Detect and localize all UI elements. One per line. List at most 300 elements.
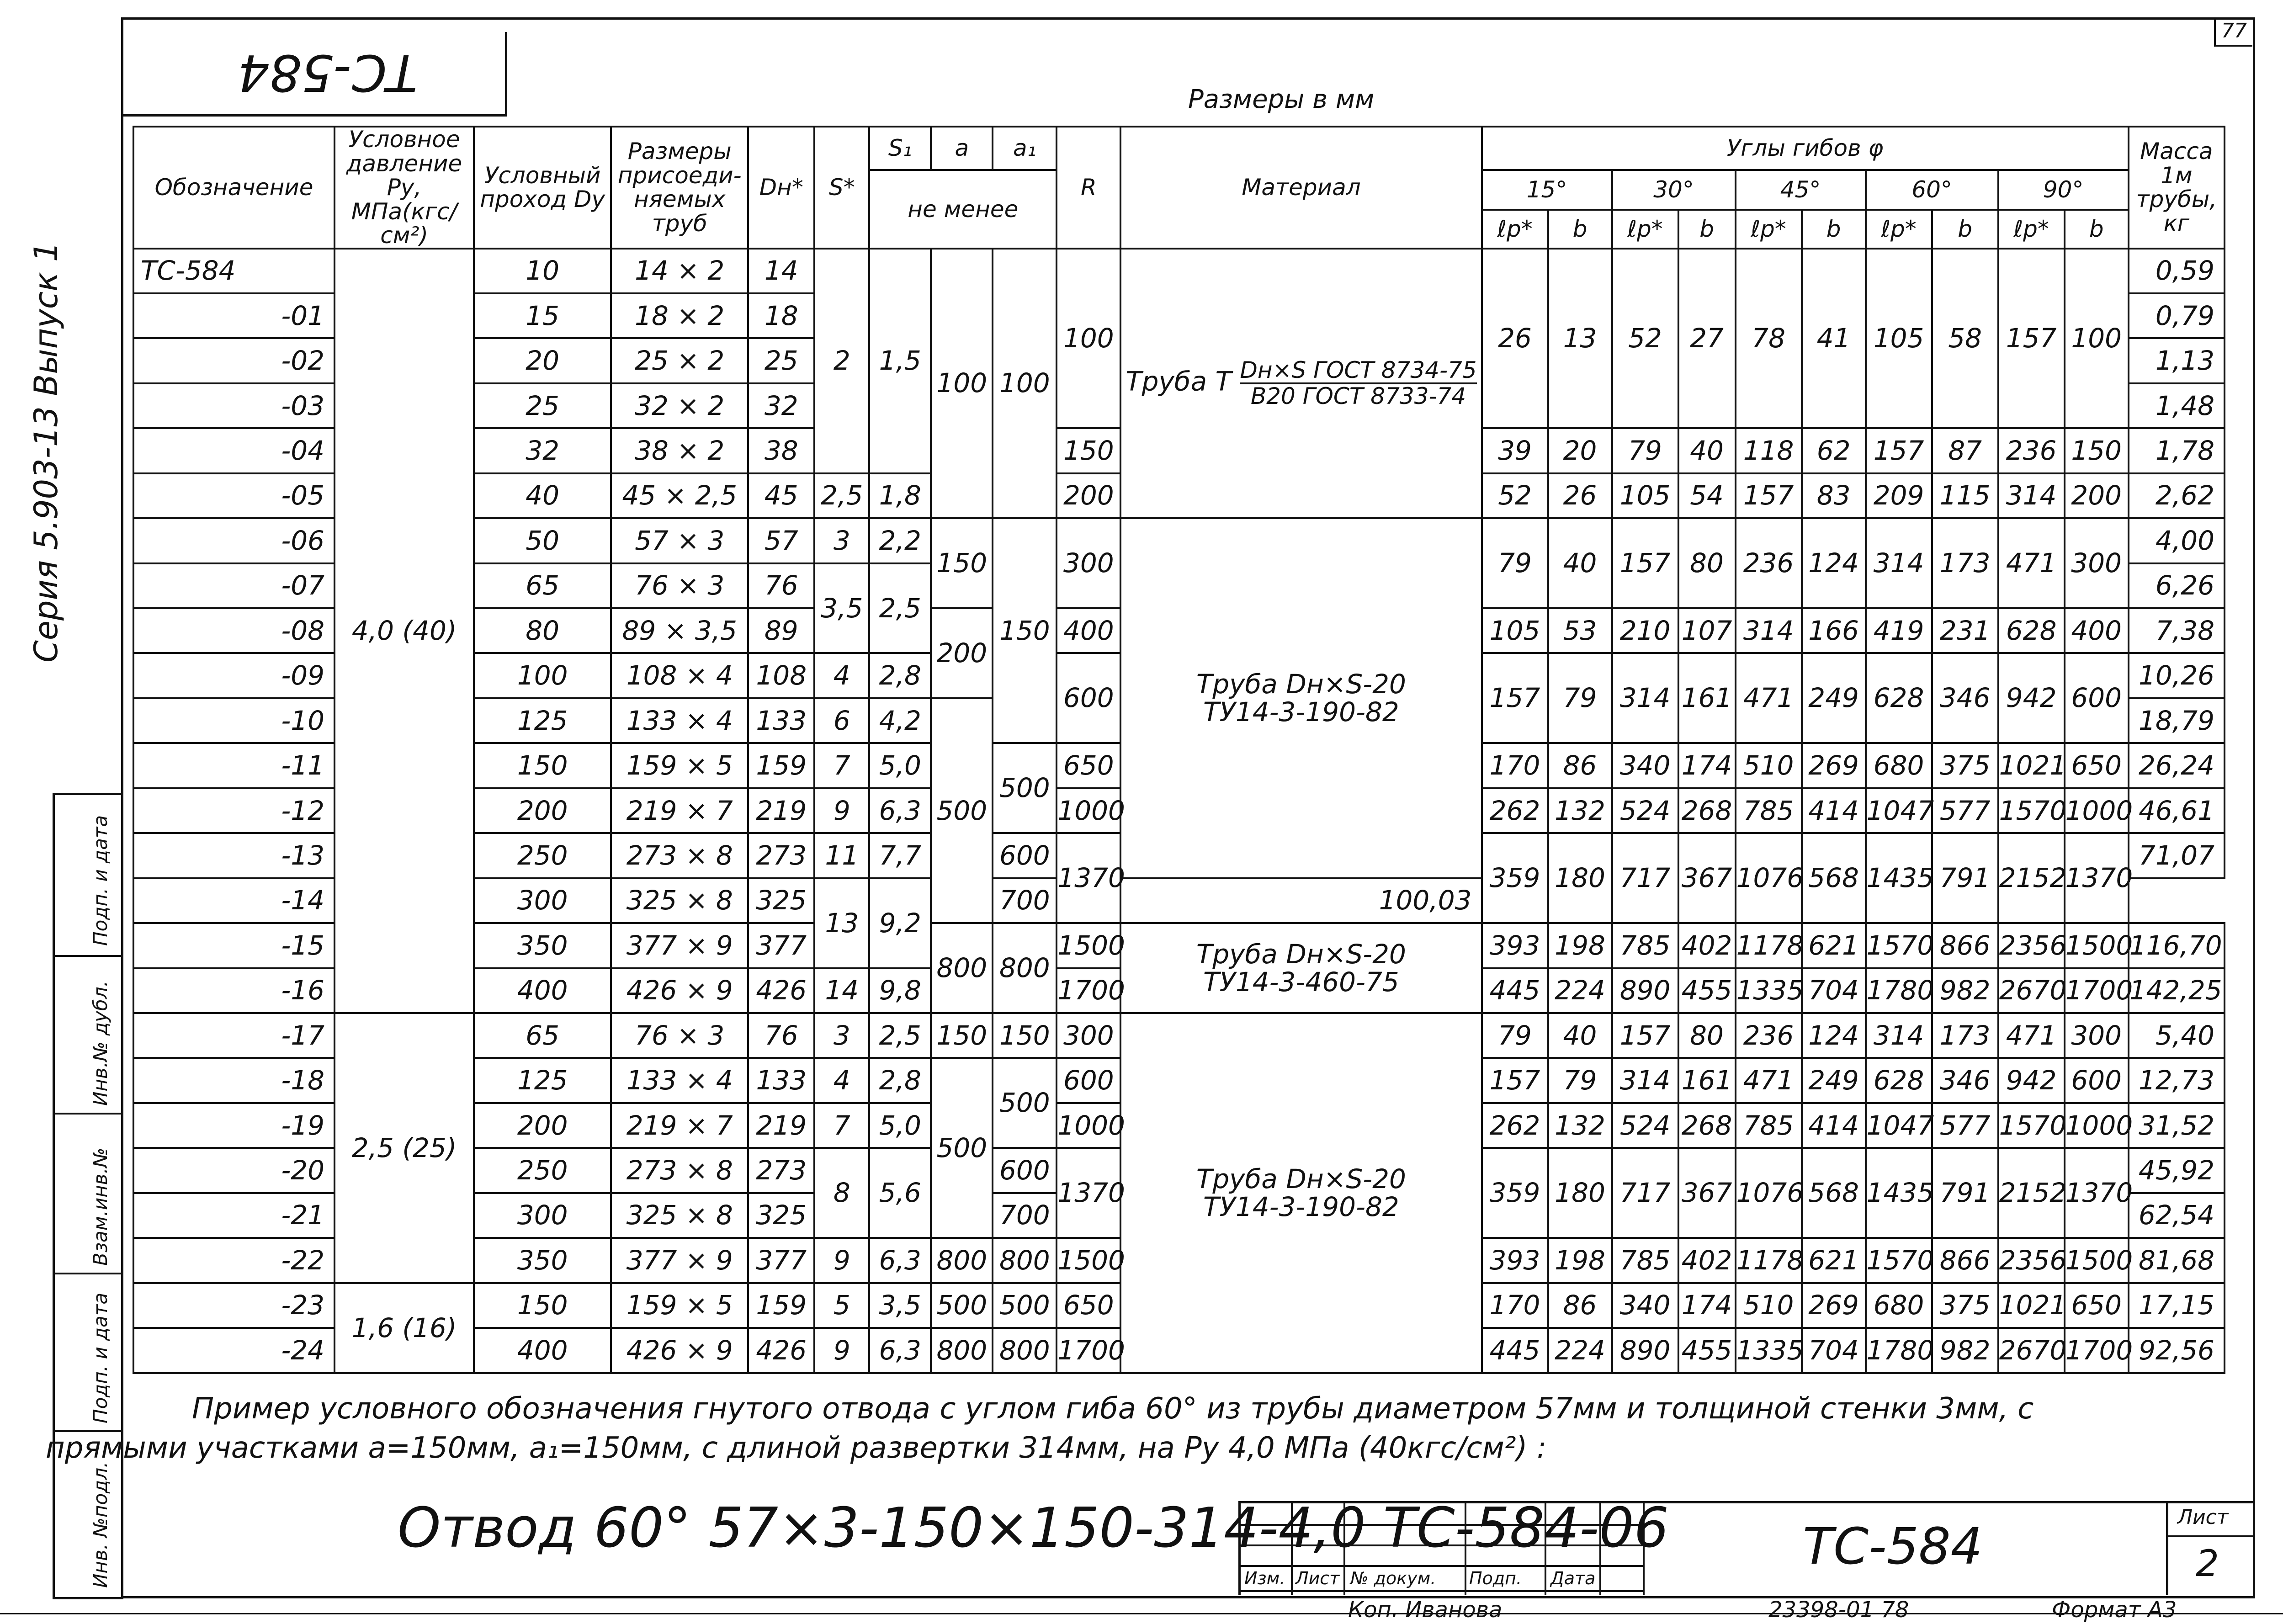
- dn-cell: 377: [748, 1238, 814, 1283]
- r-cell: 600: [1057, 1058, 1120, 1103]
- lp45-cell: 118: [1736, 428, 1802, 473]
- header-b: b: [1548, 210, 1612, 249]
- r-cell: 1500: [1057, 923, 1120, 968]
- header-lp: ℓр*: [1736, 210, 1802, 249]
- side-label: Взам.инв.№: [89, 1147, 111, 1266]
- bore-cell: 350: [474, 1238, 611, 1283]
- pipe-size-cell: 14 × 2: [611, 249, 748, 293]
- mass-cell: 17,15: [2129, 1283, 2225, 1328]
- example-line-2: прямыми участками а=150мм, а₁=150мм, с длиной развертки 314мм, на Ру 4,0 МПа (40кгс/см²) :: [46, 1431, 1547, 1465]
- designation-cell: -01: [133, 293, 334, 338]
- grid-line: [1643, 1503, 1645, 1595]
- pipe-size-cell: 76 × 3: [611, 563, 748, 608]
- mass-cell: 71,07: [2129, 833, 2225, 878]
- material-fraction-top: Dн×S ГОСТ 8734-75: [1240, 357, 1477, 384]
- header-material: Материал: [1120, 127, 1481, 249]
- bore-cell: 250: [474, 1148, 611, 1193]
- lp30-cell: 314: [1612, 1058, 1678, 1103]
- r-cell: 1700: [1057, 1328, 1120, 1373]
- pipe-size-cell: 273 × 8: [611, 833, 748, 878]
- header-b: b: [1932, 210, 1998, 249]
- b45-cell: 704: [1802, 1328, 1866, 1373]
- dn-cell: 18: [748, 293, 814, 338]
- b45-cell: 124: [1802, 518, 1866, 608]
- dn-cell: 219: [748, 788, 814, 833]
- a1-cell: 800: [993, 1328, 1057, 1373]
- r-cell: 200: [1057, 473, 1120, 518]
- mass-cell: 26,24: [2129, 743, 2225, 788]
- b30-cell: 455: [1678, 1328, 1736, 1373]
- s1-cell: 6,3: [869, 788, 931, 833]
- material-line: ТУ14-3-190-82: [1203, 696, 1399, 727]
- b15-cell: 180: [1548, 833, 1612, 923]
- s1-cell: 5,0: [869, 743, 931, 788]
- pipe-size-cell: 325 × 8: [611, 1193, 748, 1238]
- b60-cell: 866: [1932, 1238, 1998, 1283]
- s-cell: 9: [814, 1238, 869, 1283]
- lp15-cell: 393: [1482, 1238, 1548, 1283]
- bore-cell: 50: [474, 518, 611, 563]
- designation-cell: -06: [133, 518, 334, 563]
- lp45-cell: 1335: [1736, 968, 1802, 1013]
- b15-cell: 180: [1548, 1148, 1612, 1238]
- lp15-cell: 39: [1482, 428, 1548, 473]
- designation-cell: -23: [133, 1283, 334, 1328]
- lp30-cell: 717: [1612, 1148, 1678, 1238]
- pipe-size-cell: 133 × 4: [611, 698, 748, 743]
- b45-cell: 568: [1802, 833, 1866, 923]
- a1-cell: 500: [993, 1283, 1057, 1328]
- header-s: S*: [814, 127, 869, 249]
- header-not-less: не менее: [869, 170, 1057, 249]
- b60-cell: 173: [1932, 518, 1998, 608]
- mass-cell: 81,68: [2129, 1238, 2225, 1283]
- dn-cell: 159: [748, 1283, 814, 1328]
- b15-cell: 198: [1548, 923, 1612, 968]
- dn-cell: 38: [748, 428, 814, 473]
- lp15-cell: 79: [1482, 518, 1548, 608]
- r-cell: 1000: [1057, 1103, 1120, 1148]
- side-cell: [55, 1273, 123, 1432]
- a-cell: 500: [931, 1283, 993, 1328]
- pipe-size-cell: 273 × 8: [611, 1148, 748, 1193]
- dn-cell: 25: [748, 338, 814, 383]
- bore-cell: 80: [474, 608, 611, 653]
- s-cell: 13: [814, 878, 869, 968]
- designation-cell: -24: [133, 1328, 334, 1373]
- a-cell: 100: [931, 249, 993, 519]
- pipe-size-cell: 57 × 3: [611, 518, 748, 563]
- pipe-size-cell: 426 × 9: [611, 1328, 748, 1373]
- mass-cell: 7,38: [2129, 608, 2225, 653]
- b45-cell: 414: [1802, 788, 1866, 833]
- lp90-cell: 2356: [1998, 1238, 2065, 1283]
- lp90-cell: 2152: [1998, 833, 2065, 923]
- lp30-cell: 157: [1612, 518, 1678, 608]
- b60-cell: 982: [1932, 1328, 1998, 1373]
- mass-cell: 12,73: [2129, 1058, 2225, 1103]
- a-cell: 150: [931, 1013, 993, 1058]
- lp15-cell: 157: [1482, 653, 1548, 743]
- mass-cell: 4,00: [2129, 518, 2225, 563]
- b30-cell: 40: [1678, 428, 1736, 473]
- lp30-cell: 524: [1612, 1103, 1678, 1148]
- b15-cell: 132: [1548, 1103, 1612, 1148]
- b90-cell: 300: [2065, 1013, 2129, 1058]
- lp60-cell: 1570: [1866, 1238, 1932, 1283]
- sheet-number: 2: [2196, 1542, 2219, 1585]
- s-cell: 11: [814, 833, 869, 878]
- bore-cell: 100: [474, 653, 611, 698]
- lp60-cell: 105: [1866, 249, 1932, 429]
- lp15-cell: 262: [1482, 788, 1548, 833]
- pressure-cell: 2,5 (25): [334, 1013, 474, 1283]
- designation-cell: -11: [133, 743, 334, 788]
- s1-cell: 3,5: [869, 1283, 931, 1328]
- header-a: a: [931, 127, 993, 170]
- b90-cell: 300: [2065, 518, 2129, 608]
- lp15-cell: 26: [1482, 249, 1548, 429]
- lp15-cell: 79: [1482, 1013, 1548, 1058]
- r-cell: 1370: [1057, 1148, 1120, 1238]
- lp60-cell: 1435: [1866, 833, 1932, 923]
- lp60-cell: 1435: [1866, 1148, 1932, 1238]
- b90-cell: 1000: [2065, 1103, 2129, 1148]
- mass-cell: 142,25: [2129, 968, 2225, 1013]
- lp45-cell: 78: [1736, 249, 1802, 429]
- designation-cell: ТС-584: [133, 249, 334, 293]
- b15-cell: 79: [1548, 1058, 1612, 1103]
- a1-cell: 150: [993, 1013, 1057, 1058]
- header-date: Дата: [1550, 1568, 1596, 1588]
- b45-cell: 166: [1802, 608, 1866, 653]
- header-angle-15: 15°: [1482, 170, 1612, 210]
- b30-cell: 161: [1678, 1058, 1736, 1103]
- mass-cell: 45,92: [2129, 1148, 2225, 1193]
- title-block: [1238, 1501, 2253, 1595]
- pipe-size-cell: 377 × 9: [611, 923, 748, 968]
- lp45-cell: 1178: [1736, 923, 1802, 968]
- bore-cell: 150: [474, 743, 611, 788]
- s-cell: 14: [814, 968, 869, 1013]
- header-angle-30: 30°: [1612, 170, 1736, 210]
- lp45-cell: 1076: [1736, 833, 1802, 923]
- lp45-cell: 785: [1736, 1103, 1802, 1148]
- grid-line: [1241, 1565, 1643, 1567]
- lp90-cell: 2152: [1998, 1148, 2065, 1238]
- dn-cell: 76: [748, 563, 814, 608]
- b30-cell: 402: [1678, 923, 1736, 968]
- designation-cell: -02: [133, 338, 334, 383]
- lp90-cell: 236: [1998, 428, 2065, 473]
- b90-cell: 1500: [2065, 923, 2129, 968]
- mass-cell: 0,79: [2129, 293, 2225, 338]
- pipe-size-cell: 108 × 4: [611, 653, 748, 698]
- r-cell: 600: [1057, 653, 1120, 743]
- b30-cell: 27: [1678, 249, 1736, 429]
- r-cell: 650: [1057, 1283, 1120, 1328]
- lp45-cell: 236: [1736, 518, 1802, 608]
- b45-cell: 269: [1802, 1283, 1866, 1328]
- b30-cell: 107: [1678, 608, 1736, 653]
- designation-cell: -16: [133, 968, 334, 1013]
- s-cell: 2: [814, 249, 869, 473]
- material-line: ТУ14-3-190-82: [1203, 1191, 1399, 1222]
- grid-line: [1241, 1544, 1643, 1546]
- lp60-cell: 1570: [1866, 923, 1932, 968]
- dn-cell: 32: [748, 383, 814, 428]
- mass-cell: 116,70: [2129, 923, 2225, 968]
- dn-cell: 133: [748, 698, 814, 743]
- header-dn: Dн*: [748, 127, 814, 249]
- r-cell: 1500: [1057, 1238, 1120, 1283]
- header-r: R: [1057, 127, 1120, 249]
- pipe-size-cell: 25 × 2: [611, 338, 748, 383]
- s1-cell: 1,5: [869, 249, 931, 473]
- table-row: [133, 249, 2225, 293]
- pipe-size-cell: 219 × 7: [611, 788, 748, 833]
- pipe-size-cell: 325 × 8: [611, 878, 748, 923]
- designation-cell: -17: [133, 1013, 334, 1058]
- b60-cell: 346: [1932, 653, 1998, 743]
- b15-cell: 79: [1548, 653, 1612, 743]
- lp45-cell: 1335: [1736, 1328, 1802, 1373]
- r-cell: 100: [1057, 249, 1120, 429]
- s1-cell: 2,8: [869, 653, 931, 698]
- series-label: Серия 5.903-13 Выпуск 1: [27, 241, 65, 663]
- b60-cell: 982: [1932, 968, 1998, 1013]
- lp30-cell: 785: [1612, 923, 1678, 968]
- grid-line: [1545, 1503, 1546, 1595]
- lp45-cell: 471: [1736, 653, 1802, 743]
- bore-cell: 65: [474, 1013, 611, 1058]
- bore-cell: 200: [474, 788, 611, 833]
- b45-cell: 621: [1802, 1238, 1866, 1283]
- header-lp: ℓр*: [1998, 210, 2065, 249]
- document-code: ТС-584: [1803, 1517, 1983, 1576]
- grid-line: [1241, 1524, 1643, 1526]
- a1-cell: 700: [993, 878, 1057, 923]
- lp15-cell: 170: [1482, 1283, 1548, 1328]
- r-cell: 400: [1057, 608, 1120, 653]
- bore-cell: 25: [474, 383, 611, 428]
- lp90-cell: 1570: [1998, 1103, 2065, 1148]
- header-mass: Масса 1м трубы, кг: [2129, 127, 2225, 249]
- a1-cell: 600: [993, 1148, 1057, 1193]
- b90-cell: 1000: [2065, 788, 2129, 833]
- s1-cell: 6,3: [869, 1238, 931, 1283]
- mass-cell: 1,48: [2129, 383, 2225, 428]
- lp30-cell: 52: [1612, 249, 1678, 429]
- designation-cell: -19: [133, 1103, 334, 1148]
- pipe-size-cell: 32 × 2: [611, 383, 748, 428]
- lp90-cell: 314: [1998, 473, 2065, 518]
- bore-cell: 200: [474, 1103, 611, 1148]
- lp60-cell: 1780: [1866, 968, 1932, 1013]
- s1-cell: 2,2: [869, 518, 931, 563]
- sheet-format: Формат А3: [2052, 1597, 2177, 1623]
- lp30-cell: 210: [1612, 608, 1678, 653]
- designation-cell: -03: [133, 383, 334, 428]
- designation-cell: -22: [133, 1238, 334, 1283]
- side-label: Инв.№ дубл.: [89, 980, 111, 1106]
- a1-cell: 800: [993, 923, 1057, 1013]
- material-cell: [1120, 1013, 1481, 1373]
- lp15-cell: 445: [1482, 1328, 1548, 1373]
- bore-cell: 150: [474, 1283, 611, 1328]
- lp30-cell: 340: [1612, 743, 1678, 788]
- s1-cell: 4,2: [869, 698, 931, 743]
- header-b: b: [2065, 210, 2129, 249]
- header-lp: ℓр*: [1866, 210, 1932, 249]
- a-cell: 200: [931, 608, 993, 698]
- mass-cell: 6,26: [2129, 563, 2225, 608]
- side-approval-strip: [53, 793, 123, 1599]
- side-label: Подп. и дата: [89, 815, 111, 946]
- b60-cell: 173: [1932, 1013, 1998, 1058]
- units-note: Размеры в мм: [1188, 85, 1375, 114]
- header-doc: № докум.: [1350, 1568, 1436, 1588]
- b90-cell: 1500: [2065, 1238, 2129, 1283]
- lp60-cell: 314: [1866, 1013, 1932, 1058]
- bore-cell: 125: [474, 1058, 611, 1103]
- b30-cell: 161: [1678, 653, 1736, 743]
- sheet-corner-number: 77: [2214, 17, 2252, 47]
- example-note: [46, 1389, 2203, 1468]
- s-cell: 7: [814, 743, 869, 788]
- s1-cell: 5,0: [869, 1103, 931, 1148]
- mass-cell: 2,62: [2129, 473, 2225, 518]
- b90-cell: 650: [2065, 743, 2129, 788]
- lp45-cell: 1178: [1736, 1238, 1802, 1283]
- dn-cell: 133: [748, 1058, 814, 1103]
- bore-cell: 400: [474, 968, 611, 1013]
- a1-cell: 100: [993, 249, 1057, 519]
- pipe-size-cell: 38 × 2: [611, 428, 748, 473]
- lp60-cell: 680: [1866, 1283, 1932, 1328]
- b15-cell: 13: [1548, 249, 1612, 429]
- pipe-size-cell: 18 × 2: [611, 293, 748, 338]
- r-cell: 300: [1057, 518, 1120, 608]
- lp90-cell: 471: [1998, 1013, 2065, 1058]
- lp45-cell: 471: [1736, 1058, 1802, 1103]
- material-fraction-bottom: В20 ГОСТ 8733-74: [1250, 382, 1466, 409]
- material-line: Труба Dн×S-20: [1196, 1163, 1406, 1194]
- header-angle-90: 90°: [1998, 170, 2129, 210]
- s-cell: 4: [814, 653, 869, 698]
- header-designation: Обозначение: [133, 127, 334, 249]
- mass-cell: 18,79: [2129, 698, 2225, 743]
- lp90-cell: 942: [1998, 653, 2065, 743]
- lp15-cell: 157: [1482, 1058, 1548, 1103]
- designation-cell: -09: [133, 653, 334, 698]
- b15-cell: 26: [1548, 473, 1612, 518]
- pipe-size-cell: 159 × 5: [611, 1283, 748, 1328]
- mass-cell: 92,56: [2129, 1328, 2225, 1373]
- side-label: Инв. №подл.: [89, 1461, 111, 1588]
- mass-cell: 1,78: [2129, 428, 2225, 473]
- s-cell: 3: [814, 1013, 869, 1058]
- s1-cell: 9,2: [869, 878, 931, 968]
- grid-line: [1241, 1590, 1643, 1592]
- bore-cell: 15: [474, 293, 611, 338]
- a1-cell: 800: [993, 1238, 1057, 1283]
- bore-cell: 300: [474, 1193, 611, 1238]
- b30-cell: 174: [1678, 1283, 1736, 1328]
- designation-cell: -13: [133, 833, 334, 878]
- b45-cell: 41: [1802, 249, 1866, 429]
- pipe-size-cell: 89 × 3,5: [611, 608, 748, 653]
- lp45-cell: 785: [1736, 788, 1802, 833]
- b90-cell: 150: [2065, 428, 2129, 473]
- pipe-size-cell: 159 × 5: [611, 743, 748, 788]
- lp30-cell: 314: [1612, 653, 1678, 743]
- grid-line: [1465, 1503, 1466, 1595]
- order-number: 23398-01 78: [1768, 1597, 1909, 1623]
- designation-cell: -07: [133, 563, 334, 608]
- b60-cell: 866: [1932, 923, 1998, 968]
- header-a1: a₁: [993, 127, 1057, 170]
- a1-cell: 600: [993, 833, 1057, 878]
- b45-cell: 124: [1802, 1013, 1866, 1058]
- a1-cell: 500: [993, 1058, 1057, 1148]
- b60-cell: 87: [1932, 428, 1998, 473]
- b90-cell: 1700: [2065, 1328, 2129, 1373]
- dn-cell: 426: [748, 1328, 814, 1373]
- lp90-cell: 471: [1998, 518, 2065, 608]
- dn-cell: 14: [748, 249, 814, 293]
- copied-by: Коп. Иванова: [1348, 1597, 1503, 1623]
- a-cell: 150: [931, 518, 993, 608]
- b30-cell: 367: [1678, 1148, 1736, 1238]
- s1-cell: 7,7: [869, 833, 931, 878]
- lp90-cell: 2670: [1998, 1328, 2065, 1373]
- lp15-cell: 393: [1482, 923, 1548, 968]
- s1-cell: 2,8: [869, 1058, 931, 1103]
- bore-cell: 32: [474, 428, 611, 473]
- lp90-cell: 157: [1998, 249, 2065, 429]
- pressure-cell: 4,0 (40): [334, 249, 474, 1013]
- bore-cell: 10: [474, 249, 611, 293]
- b90-cell: 200: [2065, 473, 2129, 518]
- a1-cell: 700: [993, 1193, 1057, 1238]
- b15-cell: 132: [1548, 788, 1612, 833]
- header-b: b: [1678, 210, 1736, 249]
- header-list: Лист: [1295, 1568, 1340, 1588]
- lp90-cell: 628: [1998, 608, 2065, 653]
- header-angle-45: 45°: [1736, 170, 1866, 210]
- b60-cell: 577: [1932, 788, 1998, 833]
- dn-cell: 273: [748, 1148, 814, 1193]
- b60-cell: 346: [1932, 1058, 1998, 1103]
- b15-cell: 86: [1548, 743, 1612, 788]
- s-cell: 4: [814, 1058, 869, 1103]
- designation-cell: -14: [133, 878, 334, 923]
- material-prefix: Труба Т: [1126, 366, 1232, 397]
- mass-cell: 1,13: [2129, 338, 2225, 383]
- lp15-cell: 170: [1482, 743, 1548, 788]
- dn-cell: 219: [748, 1103, 814, 1148]
- lp45-cell: 236: [1736, 1013, 1802, 1058]
- b45-cell: 249: [1802, 653, 1866, 743]
- dn-cell: 76: [748, 1013, 814, 1058]
- b90-cell: 400: [2065, 608, 2129, 653]
- lp60-cell: 209: [1866, 473, 1932, 518]
- header-izm: Изм.: [1244, 1568, 1285, 1588]
- grid-line: [1599, 1503, 1601, 1595]
- lp90-cell: 2356: [1998, 923, 2065, 968]
- b90-cell: 1370: [2065, 833, 2129, 923]
